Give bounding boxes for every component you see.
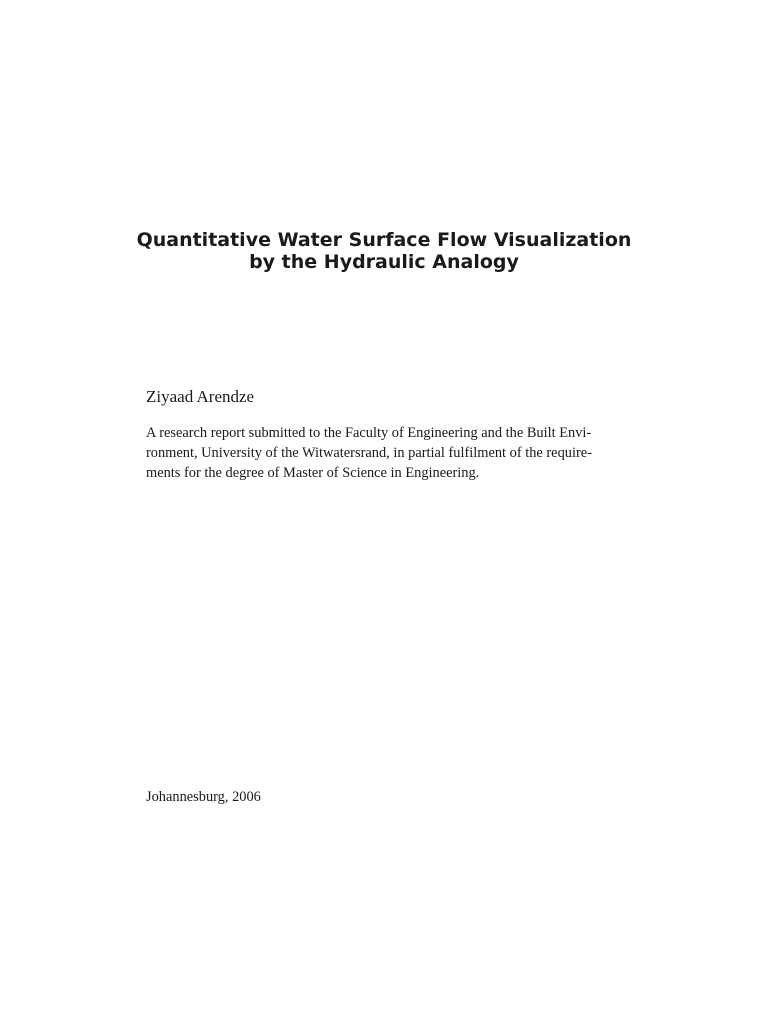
- submission-statement-line-1: A research report submitted to the Faculty of Engineering and the Built Envi-: [146, 425, 592, 441]
- submission-statement-line-2: ronment, University of the Witwatersrand, in partial fulfilment of the require-: [146, 445, 592, 461]
- report-title: [100, 229, 668, 273]
- report-title-line-1: Quantitative Water Surface Flow Visualization: [136, 229, 632, 251]
- place-and-date: Johannesburg, 2006: [146, 789, 261, 805]
- submission-statement: [146, 423, 666, 483]
- submission-statement-line-3: ments for the degree of Master of Science in Engineering.: [146, 465, 480, 481]
- author-name: Ziyaad Arendze: [146, 387, 255, 406]
- report-title-line-2: by the Hydraulic Analogy: [249, 251, 519, 273]
